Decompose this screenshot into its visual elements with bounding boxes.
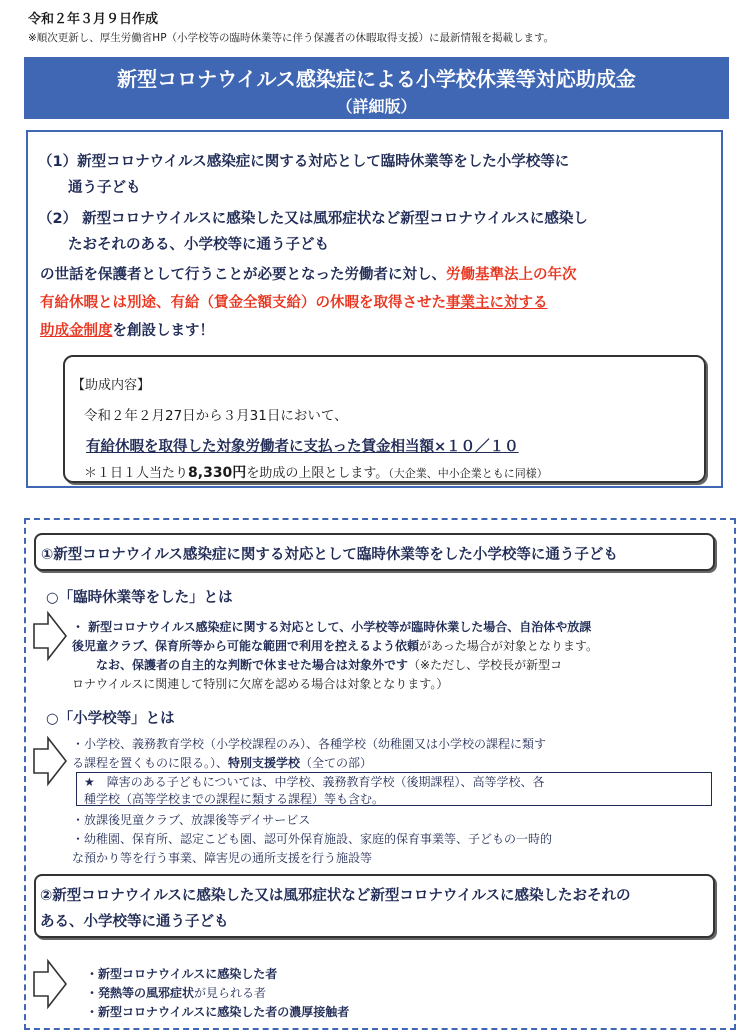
summary-item-1: （1）新型コロナウイルス感染症に関する対応として臨時休業等をした小学校等に — [38, 154, 570, 170]
q1-line3: なお、保護者の自主的な判断で休ませた場合は対象外です（※ただし、学校長が新型コ — [96, 658, 563, 672]
q2-line3: ・放課後児童クラブ、放課後等デイサービス — [72, 813, 311, 827]
q2-heading: ○「小学校等」とは — [46, 711, 175, 727]
arrow-right-icon — [32, 958, 68, 1014]
q2-line1: ・小学校、義務教育学校（小学校課程のみ）、各種学校（幼稚園又は小学校の課程に類す — [72, 737, 547, 751]
q1-heading: ○「臨時休業等をした」とは — [46, 590, 233, 606]
summary-item-2: （2） 新型コロナウイルスに感染した又は風邪症状など新型コロナウイルスに感染し — [38, 211, 588, 227]
q2-line5: な預かり等を行う事業、障害児の通所支援を行う施設等 — [72, 851, 373, 865]
summary-body-line3: 助成金制度を創設します！ — [40, 323, 214, 339]
page-title: 新型コロナウイルス感染症による小学校休業等対応助成金 — [117, 67, 636, 91]
arrow-right-icon — [32, 610, 68, 666]
s2-line1: ・新型コロナウイルスに感染した者 — [86, 967, 278, 981]
q2-star-line2: 種学校（高等学校までの課程に類する課程）等も含む。 — [84, 792, 385, 806]
q1-line4: ロナウイルスに関連して特別に欠席を認める場合は対象となります。） — [72, 677, 449, 691]
title-banner — [24, 57, 729, 119]
q2-line2: る課程を置くものに限る。）、特別支援学校（全ての部） — [72, 756, 373, 770]
creation-date: 令和２年３月９日作成 — [28, 12, 159, 27]
aid-label: 【助成内容】 — [72, 378, 151, 393]
s2-line3: ・新型コロナウイルスに感染した者の濃厚接触者 — [86, 1005, 350, 1019]
aid-period: 令和２年２月27日から３月31日において、 — [84, 408, 348, 424]
q1-line1: ・ 新型コロナウイルス感染症に関する対応として、小学校等が臨時休業した場合、自治体や放課 — [72, 620, 592, 634]
section2-heading-cont: ある、小学校等に通う子ども — [40, 914, 229, 930]
q2-line4: ・幼稚園、保育所、認定こども園、認可外保育施設、家庭的保育事業等、子どもの一時的 — [72, 832, 553, 846]
update-note: ※順次更新し、厚生労働省HP（小学校等の臨時休業等に伴う保護者の休暇取得支援）に最新情報を掲載します。 — [28, 32, 555, 44]
page-subtitle: （詳細版） — [336, 97, 417, 116]
s2-line2: ・発熱等の風邪症状が見られる者 — [86, 986, 267, 1000]
q2-star-line1: ★ 障害のある子どもについては、中学校、義務教育学校（後期課程）、高等学校、各 — [84, 775, 545, 789]
summary-body-line1: の世話を保護者として行うことが必要となった労働者に対し、労働基準法上の年次 — [40, 267, 577, 283]
aid-formula: 有給休暇を取得した対象労働者に支払った賃金相当額×１０／１０ — [86, 439, 519, 455]
section1-heading: ①新型コロナウイルス感染症に関する対応として臨時休業等をした小学校等に通う子ども — [41, 547, 618, 563]
summary-body-line2: 有給休暇とは別途、有給（賃金全額支給）の休暇を取得させた事業主に対する — [40, 295, 548, 311]
summary-item-2-cont: たおそれのある、小学校等に通う子ども — [68, 237, 329, 253]
arrow-right-icon — [32, 735, 68, 791]
summary-item-1-cont: 通う子ども — [68, 180, 141, 196]
aid-limit: ＊１日１人当たり8,330円を助成の上限とします。（大企業、中小企業ともに同様） — [84, 465, 548, 481]
q1-line2: 後児童クラブ、保育所等から可能な範囲で利用を控えるよう依頼があった場合が対象となります。 — [72, 639, 598, 653]
section2-heading: ②新型コロナウイルスに感染した又は風邪症状など新型コロナウイルスに感染したおそれの — [40, 888, 631, 904]
